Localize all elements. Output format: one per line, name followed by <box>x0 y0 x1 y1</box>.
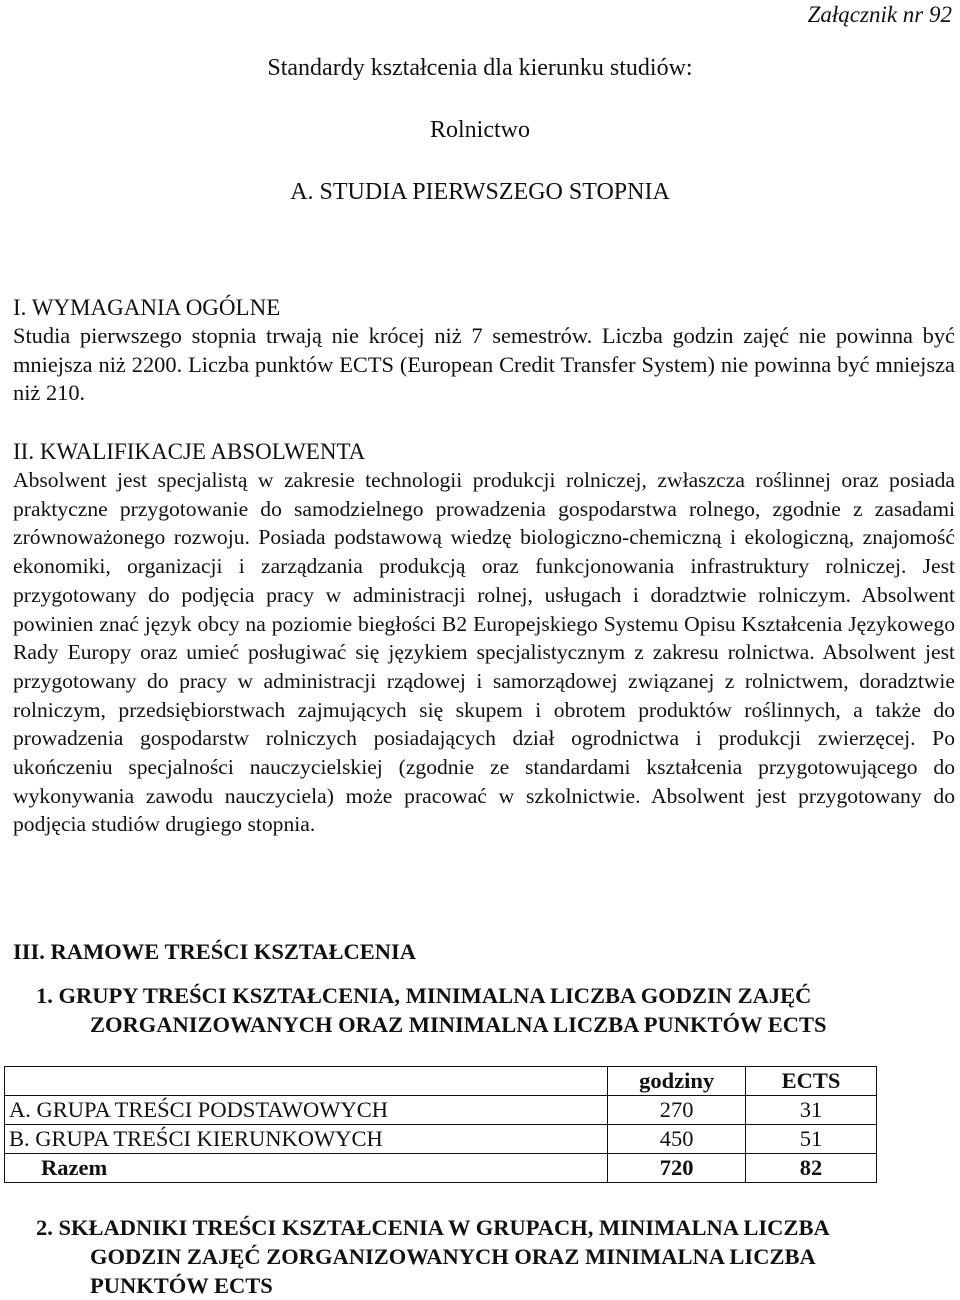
subsection1-heading <box>36 981 827 1039</box>
table-cell: 51 <box>746 1125 877 1154</box>
table-cell: Razem <box>5 1154 608 1183</box>
table-row <box>5 1096 877 1125</box>
subsection2-line3: PUNKTÓW ECTS <box>90 1273 273 1298</box>
section3-heading: III. RAMOWE TREŚCI KSZTAŁCENIA <box>13 939 417 964</box>
annex-label: Załącznik nr 92 <box>807 2 952 27</box>
subsection1-line2: ZORGANIZOWANYCH ORAZ MINIMALNA LICZBA PUNKTÓW ECTS <box>90 1012 827 1037</box>
section1-text: Studia pierwszego stopnia trwają nie krócej niż 7 semestrów. Liczba godzin zajęć nie powinna być mniejsza niż 2200. Liczba punktów ECTS (European Credit Transfer System) nie powinna być mniejsza niż 210. <box>13 323 955 406</box>
field-of-study: Rolnictwo <box>430 117 530 143</box>
section2-text: Absolwent jest specjalistą w zakresie technologii produkcji rolniczej, zwłaszcza roślinnej oraz posiada praktyczne przygotowanie do samodzielnego prowadzenia gospodarstwa rolnego, zgodnie z zasadami zrównoważonego rozwoju. Posiada podstawową wiedzę biologiczno-chemiczną i ekologiczną, znajomość ekonomiki, organizacji i zarządzania produkcją oraz funkcjonowania infrastruktury rolniczej. Jest przygotowany do podjęcia pracy w administracji rolnej, usługach i doradztwie rolniczym. Absolwent powinien znać język obcy na poziomie biegłości B2 Europejskiego Systemu Opisu Kształcenia Językowego Rady Europy oraz umieć posługiwać się językiem specjalistycznym z zakresu rolnictwa. Absolwent jest przygotowany do pracy w administracji rządowej i samorządowej związanej z rolnictwem, doradztwie rolniczym, przedsiębiorstwach zajmujących się skupem i obrotem produktów roślinnych, a także do prowadzenia gospodarstw rolniczych posiadających dział ogrodnictwa i produkcji zwierzęcej. Po ukończeniu specjalności nauczycielskiej (zgodnie ze standardami kształcenia przygotowującego do wykonywania zawodu nauczyciela) może pracować w szkolnictwie. Absolwent jest przygotowany do podjęcia studiów drugiego stopnia. <box>13 468 955 837</box>
table-cell: B. GRUPA TREŚCI KIERUNKOWYCH <box>5 1125 608 1154</box>
subsection1-number: 1. <box>36 983 53 1008</box>
table-cell: 31 <box>746 1096 877 1125</box>
subsection1-line1: GRUPY TREŚCI KSZTAŁCENIA, MINIMALNA LICZBA GODZIN ZAJĘĆ <box>58 983 812 1008</box>
ects-table <box>4 1066 877 1183</box>
table-cell: 720 <box>608 1154 746 1183</box>
subsection2-line1: SKŁADNIKI TREŚCI KSZTAŁCENIA W GRUPACH, MINIMALNA LICZBA <box>58 1215 830 1240</box>
table-cell: 270 <box>608 1096 746 1125</box>
study-level: A. STUDIA PIERWSZEGO STOPNIA <box>290 179 670 205</box>
table-header-cell <box>5 1067 608 1096</box>
subsection2-heading <box>36 1213 830 1300</box>
section2-heading: II. KWALIFIKACJE ABSOLWENTA <box>13 439 366 464</box>
table-cell: A. GRUPA TREŚCI PODSTAWOWYCH <box>5 1096 608 1125</box>
table-header-cell: godziny <box>608 1067 746 1096</box>
table-total-row <box>5 1154 877 1183</box>
table-row <box>5 1125 877 1154</box>
table-cell: 450 <box>608 1125 746 1154</box>
document-title: Standardy kształcenia dla kierunku studiów: <box>267 55 693 81</box>
section1-heading: I. WYMAGANIA OGÓLNE <box>13 295 281 320</box>
subsection2-line2: GODZIN ZAJĘĆ ZORGANIZOWANYCH ORAZ MINIMALNA LICZBA <box>90 1244 816 1269</box>
subsection2-number: 2. <box>36 1215 53 1240</box>
table-cell: 82 <box>746 1154 877 1183</box>
table-header-cell: ECTS <box>746 1067 877 1096</box>
table-header-row <box>5 1067 877 1096</box>
